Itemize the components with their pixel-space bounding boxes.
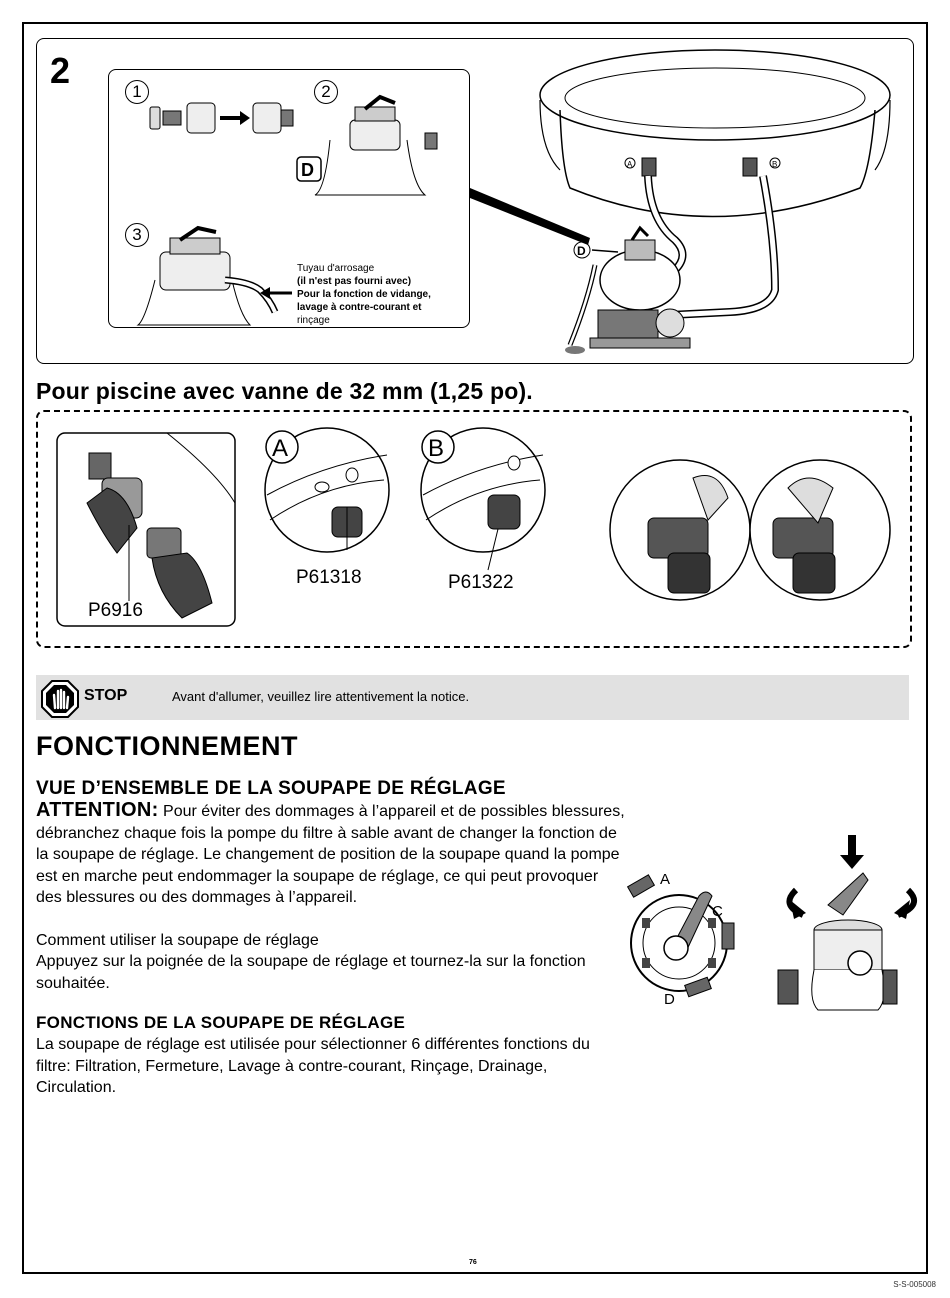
valve-port-a: A bbox=[660, 871, 671, 888]
inset-step-3-label: 3 bbox=[125, 223, 149, 247]
valve-port-c: C bbox=[712, 903, 723, 920]
inset-step-3-illustration bbox=[130, 220, 290, 325]
valve-port-d: D bbox=[664, 991, 675, 1008]
fitting-b-letter: B bbox=[428, 435, 445, 462]
stop-hand-icon bbox=[41, 680, 79, 718]
stop-notice-text: Avant d'allumer, veuillez lire attentivement la notice. bbox=[172, 689, 470, 704]
stop-label: STOP bbox=[84, 687, 128, 704]
part-number-b: P61322 bbox=[448, 572, 514, 593]
fitting-installation-illustration bbox=[608, 458, 893, 603]
step-number: 2 bbox=[50, 50, 71, 91]
stop-notice-bar bbox=[36, 675, 909, 720]
inset-step-1-illustration bbox=[145, 95, 295, 145]
attention-paragraph bbox=[36, 800, 626, 909]
hose-adapter-illustration bbox=[57, 433, 237, 628]
valve-top-view-illustration bbox=[624, 868, 744, 1008]
document-code: S-S-005008 bbox=[893, 1280, 936, 1289]
fitting-a-illustration bbox=[262, 425, 392, 555]
how-to-text: Appuyez sur la poignée de la soupape de réglage et tournez-la sur la fonction souhaitée. bbox=[36, 953, 586, 992]
page-number: 76 bbox=[469, 1259, 477, 1266]
pool-label-a: A bbox=[627, 160, 633, 169]
hose-note-line-5: rinçage bbox=[297, 315, 330, 326]
how-to-title: Comment utiliser la soupape de réglage bbox=[36, 932, 319, 949]
hose-note-line-3: Pour la fonction de vidange, bbox=[297, 289, 431, 300]
fitting-b-illustration bbox=[418, 425, 548, 555]
attention-text: Pour éviter des dommages à l’appareil et de possibles blessures, débranchez chaque fois la pompe du filtre à sable avant de changer la fonction de la soupape de réglage. Le changement de position de la soupape quand la pompe est en marche peut endommager la soupape de réglage, ce qui peut provoquer des blessures ou des dommages à l’appareil. bbox=[36, 803, 625, 906]
inset-step-2-illustration bbox=[295, 95, 445, 195]
inset-step-2-label: 2 bbox=[314, 80, 338, 104]
valve-functions-title: FONCTIONS DE LA SOUPAPE DE RÉGLAGE bbox=[36, 1013, 406, 1032]
hose-note-line-4: lavage à contre-courant et bbox=[297, 302, 422, 313]
inset-step-1-label: 1 bbox=[125, 80, 149, 104]
hose-note-line-1: Tuyau d'arrosage bbox=[297, 263, 375, 274]
inset-valve-label-d: D bbox=[301, 160, 314, 180]
valve-functions-text: La soupape de réglage est utilisée pour sélectionner 6 différentes fonctions du filtre: Filtration, Fermeture, Lavage à contre-courant, Rinçage, Drainage, Circulation. bbox=[36, 1036, 590, 1096]
part-number-hose: P6916 bbox=[88, 600, 143, 621]
valve-overview-title: VUE D’ENSEMBLE DE LA SOUPAPE DE RÉGLAGE bbox=[36, 778, 506, 799]
hose-note-line-2: (il n'est pas fourni avec) bbox=[297, 276, 412, 287]
part-number-a: P61318 bbox=[296, 567, 362, 588]
pool-setup-illustration bbox=[470, 40, 910, 362]
operation-title: FONCTIONNEMENT bbox=[36, 731, 298, 761]
fitting-a-letter: A bbox=[272, 435, 289, 462]
attention-label: ATTENTION: bbox=[36, 799, 159, 821]
garden-hose-note bbox=[297, 262, 431, 327]
valve-press-rotate-illustration bbox=[768, 835, 918, 1015]
pool-label-b: B bbox=[772, 160, 778, 169]
section-heading: Pour piscine avec vanne de 32 mm (1,25 po). bbox=[36, 378, 533, 404]
pool-label-d: D bbox=[577, 244, 586, 258]
